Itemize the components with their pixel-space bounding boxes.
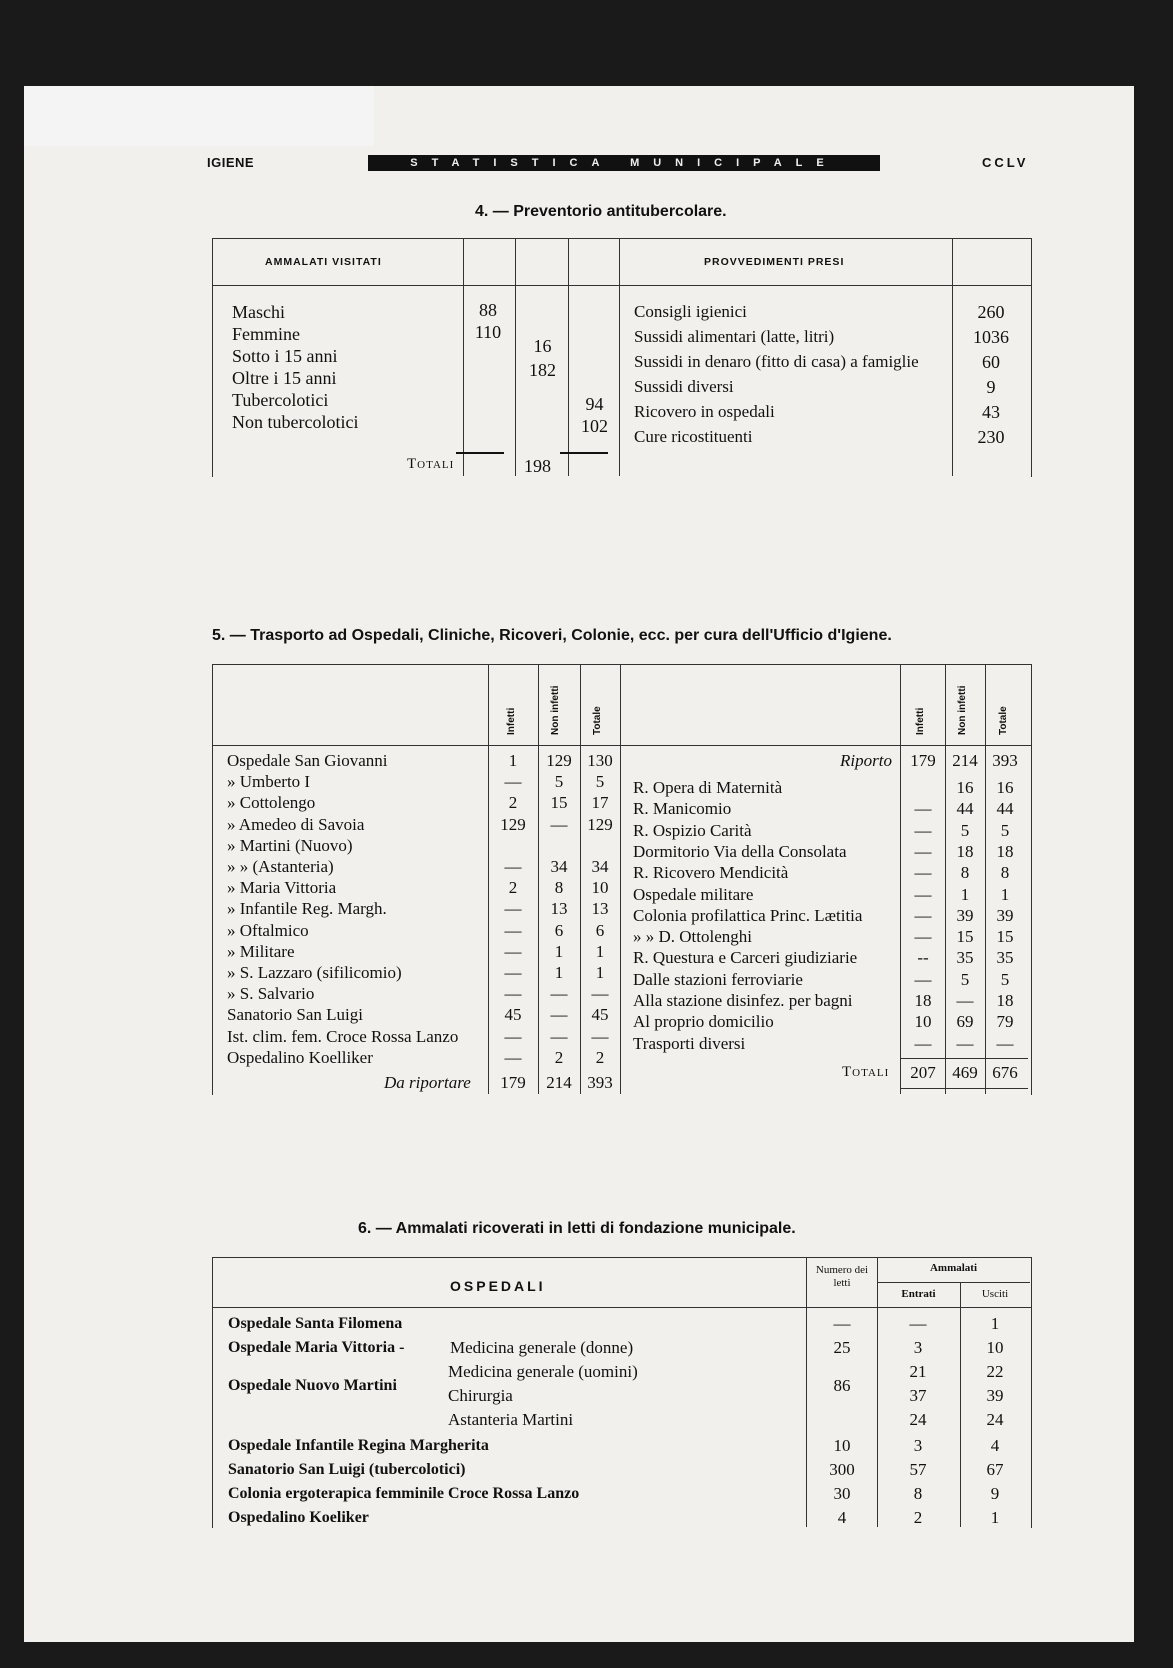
section6-row-sublabel: Medicina generale (donne)	[450, 1338, 634, 1357]
section5-right-noninfetti: 69	[956, 1012, 974, 1032]
section6-row-label: Colonia ergoterapica femminile Croce Rossa Lanzo	[228, 1485, 580, 1502]
section5-left-infetti: —	[504, 899, 522, 919]
section4-colrule	[952, 238, 953, 476]
section5-left-totale: 130	[587, 751, 613, 770]
section4-row-value: 16	[533, 336, 552, 356]
section5-right-noninfetti: 35	[956, 948, 974, 968]
section4-provvedimento-value: 1036	[973, 327, 1009, 347]
section5-right-totale: 18	[996, 841, 1014, 861]
section5-left-noninfetti: 5	[554, 772, 564, 792]
running-header-right: CCLV	[982, 155, 1029, 170]
section5-right-total-totale: 676	[992, 1063, 1018, 1082]
section5-right-label: Dalle stazioni ferroviarie	[633, 969, 803, 989]
section5-left-infetti: —	[504, 1047, 522, 1067]
section5-right-totale: —	[996, 1033, 1014, 1053]
section5-right-label: Al proprio domicilio	[633, 1012, 774, 1032]
section5-right-noninfetti: 18	[956, 841, 974, 861]
section5-right-noninfetti: 39	[956, 905, 974, 925]
section5-right-totale: 44	[996, 799, 1014, 819]
section5-left-noninfetti: —	[550, 1026, 568, 1046]
section5-left-infetti: 129	[500, 814, 526, 834]
section5-left-infetti: —	[504, 920, 522, 940]
section5-left-infetti: —	[504, 984, 522, 1004]
section5-left-infetti: —	[504, 1026, 522, 1046]
section5-right-infetti: —	[914, 969, 932, 989]
section5-col-infetti-right: Infetti	[915, 707, 926, 735]
section5-right-total-infetti: 207	[910, 1063, 936, 1082]
section5-left-noninfetti: 129	[546, 751, 572, 770]
section4-row-value: 94	[585, 394, 604, 414]
section5-left-noninfetti: 34	[550, 857, 568, 876]
section4-provvedimento-value: 43	[982, 402, 1000, 422]
section6-row-entrati: 3	[913, 1338, 923, 1357]
section5-left-totale	[575, 835, 625, 856]
section4-colrule	[619, 238, 620, 476]
section4-provvedimento-label: Sussidi alimentari (latte, litri)	[634, 327, 835, 346]
section5-left-label: » Umberto I	[227, 772, 311, 792]
section5-left-noninfetti: 2	[554, 1047, 564, 1067]
section5-left-infetti: 2	[508, 878, 518, 898]
section6-row-usciti: 4	[990, 1436, 1000, 1455]
section6-row-entrati: 2	[913, 1508, 923, 1527]
section5-left-totale: 1	[595, 963, 605, 982]
section6-row-usciti: 9	[990, 1484, 1000, 1503]
section5-left-noninfetti: 8	[554, 878, 564, 898]
section6-row-letti: 86	[833, 1376, 851, 1395]
section5-left-total-noninfetti: 214	[546, 1073, 572, 1092]
section5-left-noninfetti: —	[550, 984, 568, 1004]
running-header-left: IGIENE	[207, 155, 255, 170]
section5-right-label: R. Manicomio	[633, 799, 732, 819]
section4-provvedimento-value: 260	[977, 302, 1005, 322]
page-corner	[24, 86, 374, 146]
section5-left-infetti: —	[504, 857, 522, 876]
section5-right-noninfetti: —	[956, 991, 974, 1010]
section5-left-label: » Martini (Nuovo)	[227, 835, 353, 855]
section6-row-label: Ospedale Nuovo Martini	[228, 1377, 397, 1394]
section5-right-totale: 8	[1000, 863, 1010, 883]
section5-left-infetti: 45	[504, 1005, 522, 1025]
section5-right-carry-infetti: 179	[910, 751, 936, 770]
section4-total-value: 198	[524, 456, 551, 476]
section5-header-rule	[212, 745, 1032, 746]
section6-subheader-rule	[877, 1282, 1030, 1283]
section5-right-totale: 18	[996, 991, 1014, 1010]
section5-right-label: Trasporti diversi	[633, 1033, 746, 1053]
section5-col-noninfetti-right: Non infetti	[957, 685, 968, 735]
section5-left-label: » Oftalmico	[227, 920, 309, 940]
section4-row-label: Maschi	[232, 302, 285, 322]
section5-title: 5. — Trasporto ad Ospedali, Cliniche, Ricoveri, Colonie, ecc. per cura dell'Ufficio d'Igiene.	[212, 627, 892, 644]
section5-right-infetti: —	[914, 841, 932, 861]
section4-left-header: AMMALATI VISITATI	[265, 256, 382, 268]
section6-row-usciti: 67	[986, 1460, 1004, 1479]
section5-left-infetti: 2	[508, 793, 518, 813]
section5-right-label: R. Questura e Carceri giudiziarie	[633, 948, 858, 968]
section6-row-entrati: 37	[909, 1386, 927, 1405]
section5-right-totale: 16	[996, 778, 1014, 797]
section6-row-label: Ospedale Santa Filomena	[228, 1315, 403, 1332]
section5-right-totale: 15	[996, 927, 1014, 947]
section5-right-infetti: —	[914, 1033, 932, 1053]
section6-colrule	[960, 1282, 961, 1527]
section4-provvedimento-value: 9	[986, 377, 996, 397]
section5-right-label: Ospedale militare	[633, 884, 754, 904]
section6-row-letti: —	[833, 1314, 851, 1333]
section4-total-rule	[456, 452, 504, 454]
section4-header-rule	[212, 285, 1032, 286]
section6-row-letti: 25	[833, 1338, 851, 1357]
section6-row-letti: 10	[833, 1436, 851, 1455]
section5-left-totale: 2	[595, 1047, 605, 1067]
section4-row-value: 110	[474, 322, 502, 342]
section5-left-label: » Infantile Reg. Margh.	[227, 899, 387, 919]
section6-col-ammalati: Ammalati	[929, 1262, 978, 1274]
section5-left-noninfetti: 1	[554, 963, 564, 982]
section5-left-infetti	[488, 835, 538, 856]
section5-left-noninfetti: —	[550, 1005, 568, 1025]
section6-row-usciti: 24	[986, 1410, 1004, 1429]
section5-col-noninfetti: Non infetti	[550, 685, 561, 735]
running-header-center: STATISTICA MUNICIPALE	[368, 155, 880, 171]
section5-right-label: R. Ricovero Mendicità	[633, 863, 789, 883]
section5-right-totale: 39	[996, 905, 1014, 925]
section5-right-label: Colonia profilattica Princ. Lætitia	[633, 905, 863, 925]
section5-right-infetti: 18	[914, 991, 932, 1010]
section6-row-sublabel: Astanteria Martini	[448, 1410, 574, 1429]
section5-left-label: » Cottolengo	[227, 793, 316, 813]
section6-row-letti: 300	[829, 1460, 855, 1479]
section5-left-totale: 13	[591, 899, 609, 919]
section5-right-infetti: —	[914, 863, 932, 883]
section6-row-sublabel: Chirurgia	[448, 1386, 513, 1405]
section5-left-total-totale: 393	[587, 1073, 613, 1092]
section5-right-infetti: —	[914, 820, 932, 840]
section6-colrule	[806, 1257, 807, 1527]
section6-row-usciti: 1	[990, 1508, 1000, 1527]
section5-right-noninfetti: 5	[960, 969, 970, 989]
section5-left-noninfetti: 1	[554, 941, 564, 961]
section5-right-totale: 5	[1000, 969, 1010, 989]
section5-right-infetti: 10	[914, 1012, 932, 1032]
section5-right-infetti: —	[914, 799, 932, 819]
section5-right-infetti: --	[917, 948, 929, 968]
section5-left-total-label: Da riportare	[384, 1073, 471, 1092]
section6-row-letti: 4	[837, 1508, 847, 1527]
section4-title: 4. — Preventorio antitubercolare.	[475, 203, 727, 220]
section5-left-label: » S. Lazzaro (sifilicomio)	[227, 963, 402, 982]
section5-right-totale: 1	[1000, 884, 1010, 904]
section5-left-label: » » (Astanteria)	[227, 857, 334, 876]
section5-right-label: Alla stazione disinfez. per bagni	[633, 991, 853, 1010]
section5-left-totale: 17	[591, 793, 609, 813]
section5-left-infetti: —	[504, 963, 522, 982]
section5-right-totale: 35	[996, 948, 1014, 968]
section6-row-label: Ospedale Infantile Regina Margherita	[228, 1437, 489, 1454]
section5-total-rule	[900, 1088, 1028, 1089]
section4-row-label: Non tubercolotici	[232, 412, 359, 432]
section5-right-noninfetti: 16	[956, 778, 974, 797]
section6-col-entrati: Entrati	[901, 1288, 936, 1300]
section5-right-noninfetti: 15	[956, 927, 974, 947]
section5-right-carry-label: Riporto	[840, 751, 892, 770]
section6-col-letti: Numero dei letti	[815, 1264, 869, 1289]
section6-row-label: Ospedalino Koeliker	[228, 1509, 369, 1526]
section5-left-noninfetti: 13	[550, 899, 568, 919]
section6-row-usciti: 39	[986, 1386, 1004, 1405]
section5-col-infetti: Infetti	[506, 707, 517, 735]
section5-left-noninfetti: —	[550, 814, 568, 834]
section6-header-rule	[212, 1307, 1032, 1308]
section5-right-carry-totale: 393	[992, 751, 1018, 770]
section5-right-infetti: —	[914, 927, 932, 947]
section5-right-noninfetti: 44	[956, 799, 974, 819]
section5-left-label: » Maria Vittoria	[227, 878, 337, 898]
section5-right-infetti: —	[914, 884, 932, 904]
section6-row-entrati: 8	[913, 1484, 923, 1503]
section6-row-entrati: 21	[909, 1362, 927, 1381]
section5-left-label: Sanatorio San Luigi	[227, 1005, 363, 1025]
section6-row-entrati: 24	[909, 1410, 927, 1429]
section6-row-usciti: 1	[990, 1314, 1000, 1333]
section4-row-label: Oltre i 15 anni	[232, 368, 337, 388]
section6-row-entrati: 3	[913, 1436, 923, 1455]
section5-right-noninfetti: 8	[960, 863, 970, 883]
section5-right-infetti: —	[914, 905, 932, 925]
section5-left-label: » Amedeo di Savoia	[227, 814, 365, 834]
section5-left-totale: 10	[591, 878, 609, 898]
section5-right-label: R. Ospizio Carità	[633, 820, 752, 840]
section5-left-label: Ospedale San Giovanni	[227, 751, 388, 770]
section5-left-totale: 34	[591, 857, 609, 876]
section5-total-rule	[900, 1058, 1028, 1059]
section5-left-totale: 129	[587, 814, 613, 834]
section6-row-label: Ospedale Maria Vittoria -	[228, 1339, 405, 1356]
section4-row-value: 88	[479, 300, 497, 320]
section5-right-label: R. Opera di Maternità	[633, 778, 783, 797]
section4-row-label: Sotto i 15 anni	[232, 346, 338, 366]
section6-title: 6. — Ammalati ricoverati in letti di fondazione municipale.	[358, 1220, 796, 1237]
section5-right-total-noninfetti: 469	[952, 1063, 978, 1082]
section4-row-value: 182	[529, 360, 556, 380]
section5-right-totale: 79	[996, 1012, 1014, 1032]
section5-left-totale: —	[591, 1026, 609, 1046]
section4-total-label: Totali	[407, 456, 455, 472]
section6-row-letti: 30	[833, 1484, 851, 1503]
section6-row-sublabel: Medicina generale (uomini)	[448, 1362, 638, 1381]
section4-provvedimento-label: Consigli igienici	[634, 302, 747, 321]
section5-right-totale: 5	[1000, 820, 1010, 840]
section5-left-totale: —	[591, 984, 609, 1004]
section5-left-noninfetti: 6	[554, 920, 564, 940]
section4-provvedimento-value: 60	[982, 352, 1000, 372]
section4-provvedimento-value: 230	[977, 427, 1005, 447]
section5-right-noninfetti: 1	[960, 884, 970, 904]
section4-provvedimento-label: Sussidi in denaro (fitto di casa) a famiglie	[634, 352, 919, 371]
section4-right-header: PROVVEDIMENTI PRESI	[704, 256, 845, 268]
section4-row-label: Tubercolotici	[232, 390, 329, 410]
section5-left-totale: 45	[591, 1005, 609, 1025]
section6-row-usciti: 10	[986, 1338, 1004, 1357]
section5-left-totale: 6	[595, 920, 605, 940]
section5-col-totale: Totale	[592, 706, 603, 735]
section5-left-label: » S. Salvario	[227, 984, 315, 1004]
section5-right-label: Dormitorio Via della Consolata	[633, 841, 847, 861]
section4-total-rule	[560, 452, 608, 454]
section4-colrule	[463, 238, 464, 476]
section4-colrule	[515, 238, 516, 476]
section5-left-total-infetti: 179	[500, 1073, 526, 1092]
section6-col-ospedali: OSPEDALI	[450, 1278, 546, 1294]
section4-row-label: Femmine	[232, 324, 300, 344]
section5-right-total-label: Totali	[842, 1064, 890, 1080]
section6-row-usciti: 22	[986, 1362, 1004, 1381]
section4-provvedimento-label: Sussidi diversi	[634, 377, 734, 396]
section4-row-value: 102	[581, 416, 608, 436]
section5-left-infetti: 1	[508, 751, 518, 770]
section5-right-noninfetti: —	[956, 1033, 974, 1053]
section5-left-label: » Militare	[227, 941, 295, 961]
section6-row-entrati: —	[909, 1314, 927, 1333]
section5-left-label: Ist. clim. fem. Croce Rossa Lanzo	[227, 1026, 459, 1046]
section6-col-usciti: Usciti	[981, 1288, 1009, 1300]
section5-right-carry-noninfetti: 214	[952, 751, 978, 770]
section5-right-label: » » D. Ottolenghi	[633, 927, 752, 947]
section6-row-entrati: 57	[909, 1460, 927, 1479]
section6-row-label: Sanatorio San Luigi (tubercolotici)	[228, 1461, 466, 1478]
section5-left-totale: 1	[595, 941, 605, 961]
section5-left-infetti: —	[504, 941, 522, 961]
section4-provvedimento-label: Cure ricostituenti	[634, 427, 753, 446]
section5-right-noninfetti: 5	[960, 820, 970, 840]
section5-left-totale: 5	[595, 772, 605, 792]
section4-provvedimento-label: Ricovero in ospedali	[634, 402, 775, 421]
section5-left-label: Ospedalino Koelliker	[227, 1047, 373, 1067]
section4-colrule	[568, 238, 569, 476]
section5-col-totale-right: Totale	[998, 706, 1009, 735]
section5-left-infetti: —	[504, 772, 522, 792]
section5-left-noninfetti: 15	[550, 793, 568, 813]
